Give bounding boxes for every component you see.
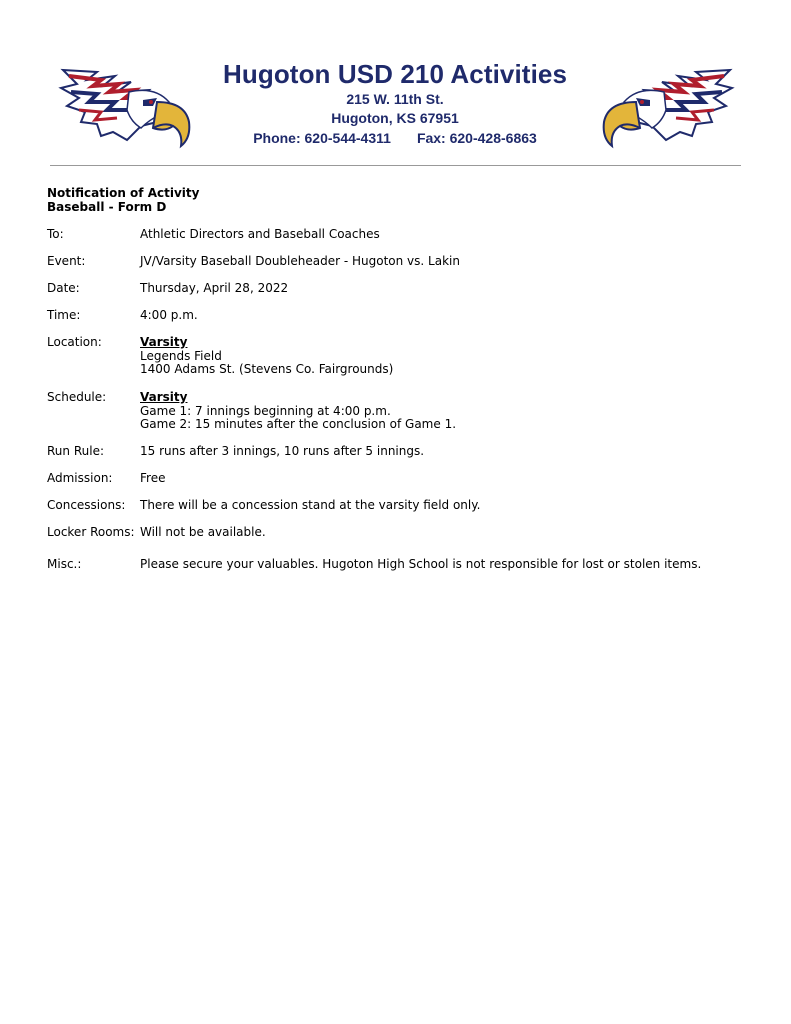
schedule-game-1: Game 1: 7 innings beginning at 4:00 p.m. bbox=[140, 403, 391, 418]
location-venue: Legends Field bbox=[140, 348, 222, 363]
field-label: Location: bbox=[47, 335, 102, 349]
field-label: Schedule: bbox=[47, 390, 107, 404]
header-divider bbox=[50, 165, 741, 166]
organization-title: Hugoton USD 210 Activities bbox=[222, 59, 568, 89]
letterhead-text bbox=[200, 58, 590, 148]
field-label: Locker Rooms: bbox=[47, 525, 135, 539]
form-subtitle: Baseball - Form D bbox=[47, 200, 167, 214]
field-label: Run Rule: bbox=[47, 444, 104, 458]
field-value: 15 runs after 3 innings, 10 runs after 5 innings. bbox=[140, 444, 425, 458]
field-value: Will not be available. bbox=[140, 525, 266, 539]
letterhead bbox=[0, 0, 791, 170]
location-heading: Varsity bbox=[140, 335, 188, 349]
eagle-logo-right-icon bbox=[600, 62, 736, 150]
eagle-logo-left-icon bbox=[57, 62, 193, 150]
street-address: 215 W. 11th St. bbox=[346, 91, 444, 107]
city-state-zip: Hugoton, KS 67951 bbox=[331, 110, 459, 126]
field-label: Concessions: bbox=[47, 498, 126, 512]
fax-number: Fax: 620-428-6863 bbox=[416, 130, 537, 146]
field-value: JV/Varsity Baseball Doubleheader - Hugoton vs. Lakin bbox=[140, 254, 460, 268]
form-title: Notification of Activity bbox=[47, 186, 200, 200]
field-label: Time: bbox=[47, 308, 81, 322]
schedule-details bbox=[140, 391, 456, 432]
field-value: 4:00 p.m. bbox=[140, 308, 198, 322]
phone-number: Phone: 620-544-4311 bbox=[253, 130, 391, 146]
schedule-heading: Varsity bbox=[140, 390, 188, 404]
field-label: Misc.: bbox=[47, 557, 82, 571]
field-value: Free bbox=[140, 471, 166, 485]
schedule-game-2: Game 2: 15 minutes after the conclusion of Game 1. bbox=[140, 417, 457, 431]
field-label: Event: bbox=[47, 254, 86, 268]
field-value: Athletic Directors and Baseball Coaches bbox=[140, 227, 380, 241]
location-details bbox=[140, 336, 393, 377]
contact-line bbox=[200, 128, 590, 148]
form-heading bbox=[47, 186, 199, 214]
field-value: There will be a concession stand at the varsity field only. bbox=[140, 498, 481, 512]
location-address: 1400 Adams St. (Stevens Co. Fairgrounds) bbox=[140, 362, 394, 376]
field-label: Admission: bbox=[47, 471, 113, 485]
field-label: To: bbox=[47, 227, 64, 241]
field-label: Date: bbox=[47, 281, 80, 295]
field-value: Please secure your valuables. Hugoton High School is not responsible for lost or stolen items. bbox=[140, 557, 702, 571]
field-value: Thursday, April 28, 2022 bbox=[140, 281, 289, 295]
